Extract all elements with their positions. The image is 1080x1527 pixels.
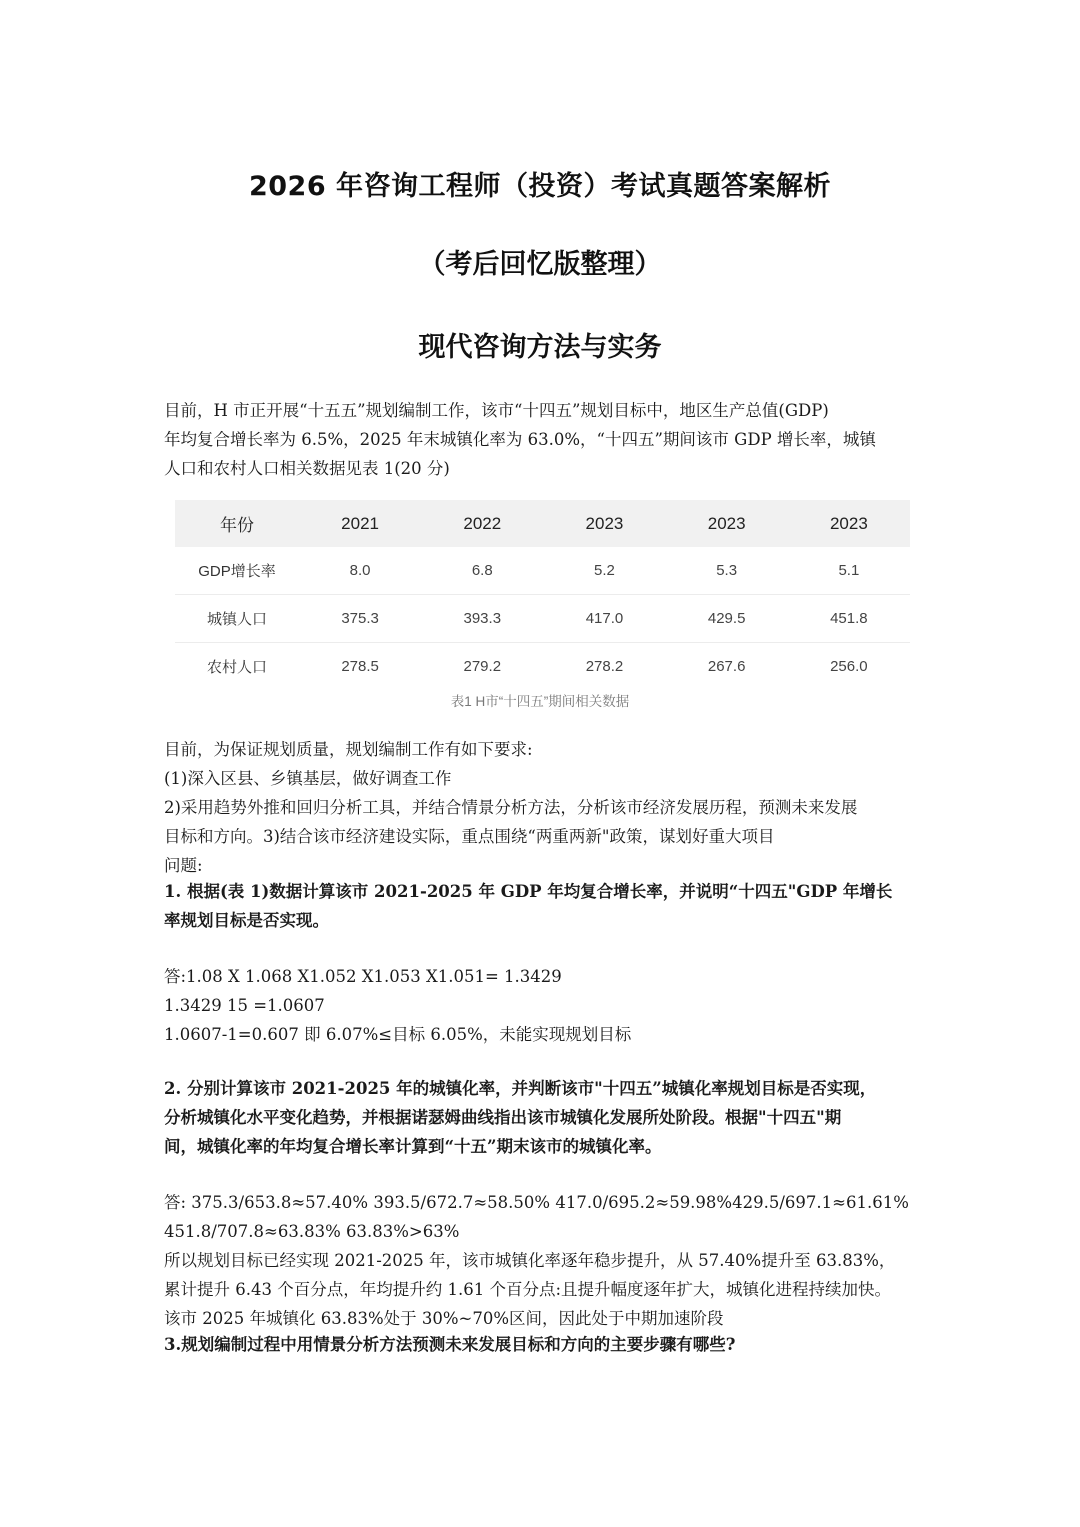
- text-line: 答: 375.3/653.8≈57.40% 393.5/672.7≈58.50% 417.0/695.2≈59.98%429.5/697.1≈61.61%: [164, 1193, 909, 1212]
- table-header-cell: 2023: [666, 500, 788, 547]
- document-title: 2026 年咨询工程师（投资）考试真题答案解析: [248, 171, 832, 202]
- text-line: 3.规划编制过程中用情景分析方法预测未来发展目标和方向的主要步骤有哪些?: [164, 1335, 736, 1354]
- text-line: 率规划目标是否实现。: [164, 911, 329, 930]
- text-line: 1.0607-1=0.607 即 6.07%≤目标 6.05%，未能实现规划目标: [164, 1025, 632, 1044]
- text-line: 年均复合增长率为 6.5%，2025 年末城镇化率为 63.0%，“十四五”期间该市 GDP 增长率，城镇: [164, 430, 876, 449]
- text-line: 所以规划目标已经实现 2021-2025 年，该市城镇化率逐年稳步提升，从 57.40%提升至 63.83%，: [164, 1251, 896, 1270]
- question-2: [164, 1074, 924, 1161]
- table-row: [175, 643, 910, 691]
- text-line: 目前，为保证规划质量，规划编制工作有如下要求:: [164, 740, 533, 759]
- text-line: 累计提升 6.43 个百分点，年均提升约 1.61 个百分点:且提升幅度逐年扩大，城镇化进程持续加快。: [164, 1280, 892, 1299]
- table-row-label: GDP增长率: [175, 547, 299, 595]
- text-line: 2)采用趋势外推和回归分析工具，并结合情景分析方法，分析该市经济发展历程，预测未来发展: [164, 798, 858, 817]
- table-cell: 429.5: [666, 595, 788, 643]
- text-line: 问题:: [164, 856, 203, 875]
- question-3: [164, 1330, 924, 1359]
- text-line: 目前，H 市正开展“十五五”规划编制工作，该市“十四五”规划目标中，地区生产总值(GDP): [164, 401, 829, 420]
- table-row: [175, 547, 910, 595]
- requirements-paragraph: [164, 735, 924, 880]
- table-cell: 279.2: [463, 658, 502, 675]
- text-line: 1. 根据(表 1)数据计算该市 2021-2025 年 GDP 年均复合增长率，并说明“十四五"GDP 年增长: [164, 882, 893, 901]
- text-line: 451.8/707.8≈63.83% 63.83%>63%: [164, 1222, 460, 1241]
- answer-1: [164, 962, 924, 1049]
- table-cell: 5.1: [788, 547, 910, 595]
- text-line: 分析城镇化水平变化趋势，并根据诺瑟姆曲线指出该市城镇化发展所处阶段。根据"十四五"期: [164, 1108, 842, 1127]
- table-header-cell: 年份: [175, 500, 299, 547]
- table-header-cell: 2022: [421, 500, 543, 547]
- table-cell: 278.2: [585, 658, 624, 675]
- table-cell: 278.5: [341, 658, 379, 675]
- table-row-label: 城镇人口: [175, 595, 299, 643]
- table-cell: 6.8: [421, 547, 543, 595]
- answer-2: [164, 1188, 924, 1333]
- table-cell: 5.3: [666, 547, 788, 595]
- table-cell: 451.8: [788, 595, 910, 643]
- table-cell: 8.0: [299, 547, 421, 595]
- table-cell: 267.6: [707, 658, 746, 675]
- table-header-cell: 2021: [299, 500, 421, 547]
- document-subtitle: （考后回忆版整理）: [418, 249, 662, 280]
- table-cell: 375.3: [299, 595, 421, 643]
- data-table: [175, 500, 910, 690]
- text-line: 间，城镇化率的年均复合增长率计算到“十五”期末该市的城镇化率。: [164, 1137, 662, 1156]
- table-caption: 表1 H市“十四五”期间相关数据: [450, 694, 630, 709]
- section-title: 现代咨询方法与实务: [418, 332, 662, 363]
- table-header-row: [175, 500, 910, 547]
- intro-paragraph: [164, 396, 924, 483]
- table-row: [175, 595, 910, 643]
- question-1: [164, 877, 924, 935]
- text-line: 1.3429 15 =1.0607: [164, 996, 325, 1015]
- table-row-label: 农村人口: [206, 659, 267, 676]
- text-line: 该市 2025 年城镇化 63.83%处于 30%~70%区间，因此处于中期加速阶段: [164, 1309, 724, 1328]
- table-cell: 256.0: [830, 658, 868, 675]
- table-cell: 5.2: [543, 547, 665, 595]
- text-line: (1)深入区县、乡镇基层，做好调查工作: [164, 769, 452, 788]
- text-line: 人口和农村人口相关数据见表 1(20 分): [164, 459, 450, 478]
- table-header-cell: 2023: [788, 500, 910, 547]
- text-line: 目标和方向。3)结合该市经济建设实际，重点围绕“两重两新"政策，谋划好重大项目: [164, 827, 775, 846]
- text-line: 2. 分别计算该市 2021-2025 年的城镇化率，并判断该市"十四五”城镇化率规划目标是否实现，: [164, 1079, 877, 1098]
- table-cell: 393.3: [421, 595, 543, 643]
- text-line: 答:1.08 X 1.068 X1.052 X1.053 X1.051= 1.3429: [164, 967, 562, 986]
- table-cell: 417.0: [543, 595, 665, 643]
- table-header-cell: 2023: [543, 500, 665, 547]
